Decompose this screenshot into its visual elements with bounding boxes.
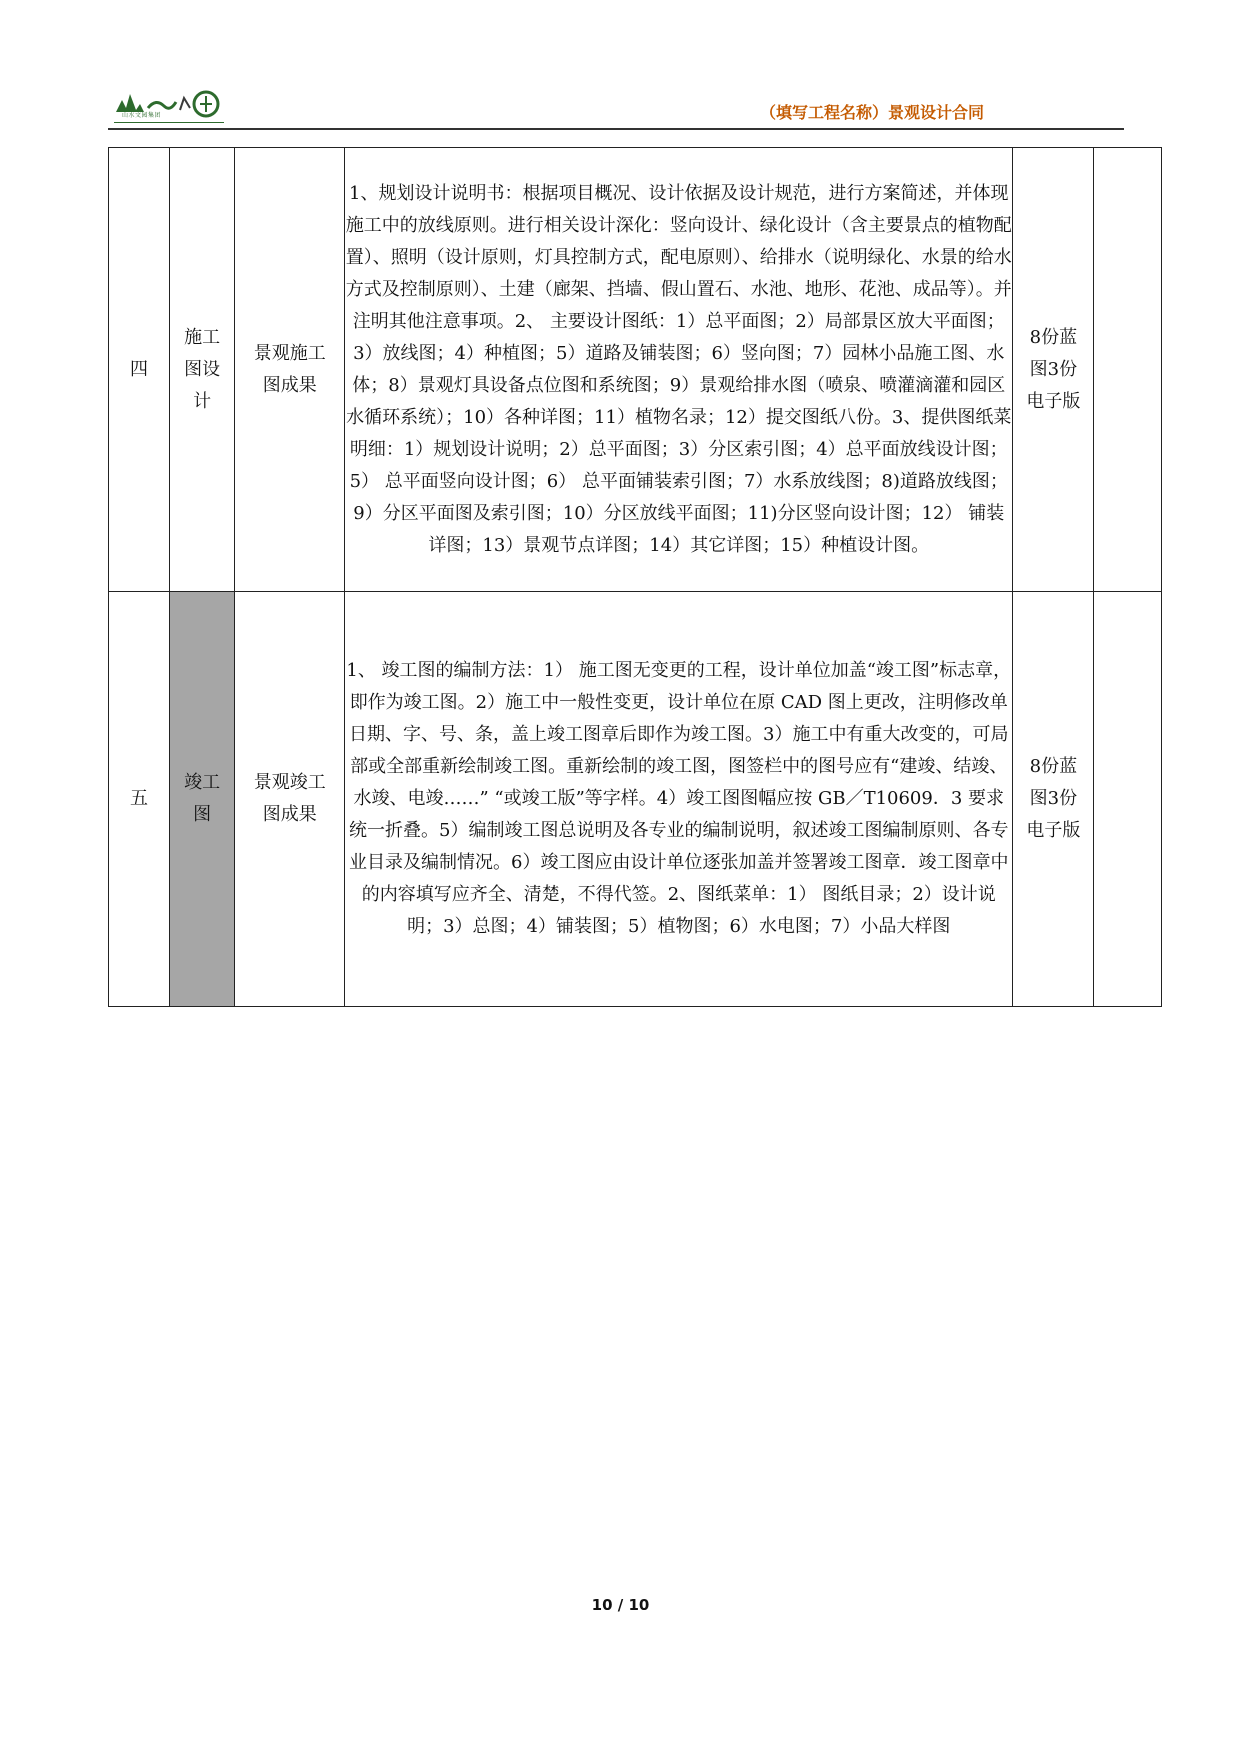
table-row [109, 148, 1162, 592]
description-cell: 1、规划设计说明书：根据项目概况、设计依据及设计规范，进行方案简述，并体现施工中的放线原则。进行相关设计深化：竖向设计、绿化设计（含主要景点的植物配置）、照明（设计原则，灯具控制方式，配电原则）、给排水（说明绿化、水景的给水方式及控制原则）、土建（廊架、挡墙、假山置石、水池、地形、花池、成品等）。并注明其他注意事项。2、 主要设计图纸：1）总平面图；2）局部景区放大平面图；3）放线图；4）种植图；5）道路及铺装图；6）竖向图；7）园林小品施工图、水体；8）景观灯具设备点位图和系统图；9）景观给排水图（喷泉、喷灌滴灌和园区水循环系统）；10）各种详图；11）植物名录；12）提交图纸八份。3、提供图纸菜明细：1）规划设计说明；2）总平面图；3）分区索引图；4）总平面放线设计图；5） 总平面竖向设计图；6） 总平面铺装索引图；7）水系放线图；8)道路放线图；9）分区平面图及索引图；10）分区放线平面图；11)分区竖向设计图；12） 铺装详图；13）景观节点详图；14）其它详图；15）种植设计图。 [345, 148, 1013, 592]
row-index: 五 [109, 592, 170, 1007]
stage-label: 施工图设计 [184, 326, 221, 412]
table-row [109, 592, 1162, 1007]
output-label: 景观竣工图成果 [253, 772, 326, 825]
company-logo-icon [112, 86, 222, 126]
page-number: 10 / 10 [591, 1596, 650, 1614]
output-cell [235, 592, 345, 1007]
header-divider [108, 128, 1124, 130]
contract-title: （填写工程名称）景观设计合同 [759, 103, 984, 122]
stage-label: 竣工图 [184, 772, 221, 825]
copies-label: 8份蓝图3份电子版 [1026, 756, 1081, 841]
logo-caption: 山水文园集团 [122, 112, 162, 119]
deliverables-table [108, 147, 1162, 1007]
copies-cell [1013, 592, 1094, 1007]
remark-cell [1094, 148, 1162, 592]
copies-cell [1013, 148, 1094, 592]
remark-cell [1094, 592, 1162, 1007]
row-index: 四 [109, 148, 170, 592]
output-label: 景观施工图成果 [253, 342, 326, 396]
logo-underline [114, 122, 224, 123]
output-cell [235, 148, 345, 592]
copies-label: 8份蓝图3份电子版 [1026, 326, 1081, 412]
stage-cell [169, 148, 234, 592]
page-header [108, 82, 1124, 130]
description-cell: 1、 竣工图的编制方法：1） 施工图无变更的工程，设计单位加盖“竣工图”标志章，即作为竣工图。2）施工中一般性变更，设计单位在原 CAD 图上更改，注明修改单日期、字、号、条，盖上竣工图章后即作为竣工图。3）施工中有重大改变的，可局部或全部重新绘制竣工图。重新绘制的竣工图，图签栏中的图号应有“建竣、结竣、水竣、电竣……” “或竣工版”等字样。4）竣工图图幅应按 GB／T10609．3 要求统一折叠。5）编制竣工图总说明及各专业的编制说明，叙述竣工图编制原则、各专业目录及编制情况。6）竣工图应由设计单位逐张加盖并签署竣工图章．竣工图章中的内容填写应齐全、清楚，不得代签。2、图纸菜单：1） 图纸目录；2）设计说明；3）总图；4）铺装图；5）植物图；6）水电图；7）小品大样图 [345, 592, 1013, 1007]
stage-cell [169, 592, 234, 1007]
